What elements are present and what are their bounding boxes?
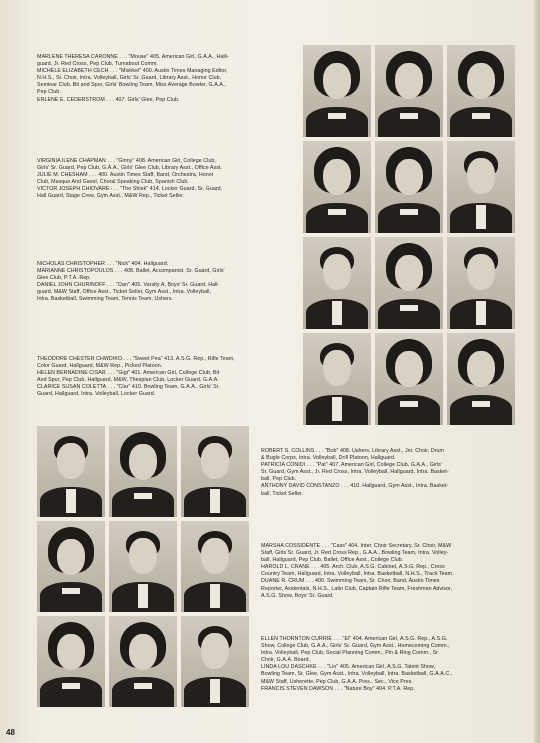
caption-line: And Spur, Pep Club, Hallguard, M&W, Thespian Club, Locker Guard, G.A.A. <box>37 377 219 384</box>
portrait-collar <box>400 209 418 215</box>
caption-line: FRANCIS STEVEN DAWSON . . . "Nature Boy" 404. P.T.A. Rep. <box>261 685 415 692</box>
portrait-churinoff <box>447 237 515 329</box>
portrait-chwdiko <box>303 333 371 425</box>
caption-line: PATRICIA CONIDI . . . "Pat" 407. American Girl, College Club, G.A.A., Girls' <box>261 462 442 469</box>
portrait-face <box>395 255 423 291</box>
portrait-collar <box>400 401 418 407</box>
caption-line: MARLENE THERESA CARONNE . . . "Mouse" 405. American Girl, G.A.A., Halli- <box>37 54 229 60</box>
block-cossidente <box>261 543 527 600</box>
portrait-face <box>323 254 351 290</box>
caption-line: Intra. Basketball, Swimming Team, Tennis Team, Ushers. <box>37 296 174 303</box>
portrait-collar <box>476 301 486 325</box>
portrait-shoulders <box>306 107 368 137</box>
portrait-crane <box>109 521 177 612</box>
portrait-face <box>323 63 351 99</box>
portrait-collar <box>400 305 418 311</box>
portrait-shoulders <box>112 677 174 707</box>
caption-line: MARIANNE CHRISTOPOULOS . . . 408. Ballet, Accompanist, Sr. Guard, Girls' <box>37 268 225 275</box>
caption-line: HELEN BERNADINE CISAR . . . "Gigi" 401. American Girl, College Club, Bit <box>37 370 220 377</box>
portrait-face <box>201 443 229 479</box>
portrait-collar <box>62 683 80 689</box>
portrait-conidi <box>109 426 177 517</box>
portrait-daschke <box>109 616 177 707</box>
portrait-dawson <box>181 616 249 707</box>
portrait-shoulders <box>112 487 174 517</box>
caption-line: DUANE R. CRUM . . . 400. Swimming Team, Sr. Choir, Band, Austin Times <box>261 578 440 585</box>
portrait-christopher <box>303 237 371 329</box>
portrait-face <box>467 63 495 99</box>
caption-line: Choir, G.A.A. Board. <box>261 657 310 664</box>
block-chwdiko <box>37 356 299 399</box>
portrait-face <box>57 539 85 575</box>
caption-line: Sr. Guard, Gym Asst., Jr. Red Cross, Intra. Volleyball, Hallguard, Intra. Basket- <box>261 469 449 476</box>
portrait-grid-bottom <box>37 426 249 707</box>
portrait-face <box>467 351 495 387</box>
portrait-collar <box>62 588 80 594</box>
portrait-face <box>395 159 423 195</box>
portrait-cossidente <box>37 521 105 612</box>
block-christopher <box>37 261 299 304</box>
portrait-collar <box>66 489 76 513</box>
caption-line: HAROLD L. CRANE . . . 405. Arch. Club, A.S.G. Cabinet, A.S.G. Rep., Cross <box>261 564 445 571</box>
caption-line: CLARICE SUSAN COLETTA . . . "Clar" 410. Bowling Team, G.A.A., Girls' Sr. <box>37 384 220 391</box>
portrait-face <box>57 634 85 670</box>
portrait-shoulders <box>450 107 512 137</box>
portrait-collar <box>472 401 490 407</box>
portrait-face <box>395 63 423 99</box>
caption-line: N.H.S., Sr. Choir, Intra. Volleyball, Girls' Sr. Guard, Library Asst., Honor Club, <box>37 75 222 82</box>
caption-line: Guard, Hallguard, Intra. Volleyball, Locker Guard. <box>37 391 156 398</box>
portrait-shoulders <box>40 582 102 612</box>
portrait-cisar <box>375 333 443 425</box>
block-caronne <box>37 54 299 104</box>
portrait-face <box>467 158 495 194</box>
portrait-face <box>129 538 157 574</box>
caption-line: Color Guard, Hallguard, M&W Rep., Picked Platoon. <box>37 363 163 370</box>
portrait-collar <box>472 113 490 119</box>
portrait-currie <box>37 616 105 707</box>
caption-line: LINDA LOU DASCHKE . . . "Lin" 405. American Girl, A.S.G. Talent Show, <box>261 664 436 671</box>
portrait-collar <box>332 301 342 325</box>
portrait-chiovare <box>447 141 515 233</box>
caption-line: Show, College Club, G.A.A., Girls' Sr. Guard, Gym Asst., Homecoming Comm., <box>261 643 450 650</box>
portrait-shoulders <box>40 677 102 707</box>
portrait-collar <box>210 584 220 608</box>
caption-line: ball, Pep Club. <box>261 476 297 483</box>
caption-line: THEODORE CHESTER CHWDIKO . . . "Sweet Pea" 413. A.S.G. Rep., Rifle Team, <box>37 356 235 362</box>
portrait-collar <box>134 493 152 499</box>
portrait-chesham <box>375 141 443 233</box>
caption-line: Club, Masque And Gavel, Choral Speaking Club, Spanish Club. <box>37 179 189 186</box>
caption-line: ELLEN THORNTON CURRIE . . . "El" 404. American Girl, A.S.G. Rep., A.S.G. <box>261 636 448 642</box>
portrait-collar <box>138 584 148 608</box>
caption-line: ball, Ticket Seller. <box>261 490 304 497</box>
caption-line: A.S.G. Show, Boys' Sr. Guard. <box>261 592 334 599</box>
caption-line: Intra. Volleyball, Pep Club, Social Planning Comm., Pin & Ring Comm., Sr. <box>261 650 440 657</box>
portrait-cederstrom <box>447 45 515 137</box>
caption-line: ANTHONY DAVID CONSTANZO . . . 410. Hallguard, Gym Asst., Intra. Basket- <box>261 483 449 490</box>
caption-line: Glee Club, P.T.A. Rep. <box>37 275 91 282</box>
portrait-coletta <box>447 333 515 425</box>
caption-line: ERLENE E. CEDERSTROM . . . 407. Girls' Glee, Pep Club. <box>37 96 180 103</box>
caption-line: VIRGINIA ILENE CHAPMAN . . . "Ginny" 408. American Girl, College Club, <box>37 158 216 164</box>
portrait-collar <box>328 209 346 215</box>
portrait-face <box>467 254 495 290</box>
portrait-face <box>395 351 423 387</box>
caption-line: Reporter, Axidentals, N.H.S., Latin Club, Captain Rifle Team, Freshman Advisor, <box>261 585 453 592</box>
portrait-christopoulos <box>375 237 443 329</box>
portrait-shoulders <box>378 203 440 233</box>
caption-line: & Bugle Corps, Intra. Volleyball, Drill Platoon, Hallguard. <box>261 455 396 462</box>
caption-line: Staff, Girls Sr. Guard, Jr. Red Cross Rep., G.A.A., Bowling Team, Intra. Volley- <box>261 550 449 557</box>
portrait-shoulders <box>378 299 440 329</box>
portrait-shoulders <box>378 107 440 137</box>
portrait-face <box>129 634 157 670</box>
caption-line: VICTOR JOSEPH CHIOVARE . . . "The Shiek" 414. Locker Guard, Sr. Guard, <box>37 186 223 193</box>
portrait-collins <box>37 426 105 517</box>
portrait-caronne <box>303 45 371 137</box>
caption-line: ball, Hallguard, Pep Club, Ballet, Office Asst., College Club. <box>261 557 404 564</box>
page-number: 48 <box>6 728 15 737</box>
caption-line: Country Team, Hallguard, Intra. Volleyball, Intra. Basketball, N.H.S., Track Team. <box>261 571 454 578</box>
portrait-collar <box>332 397 342 421</box>
portrait-collar <box>476 205 486 229</box>
portrait-face <box>57 443 85 479</box>
caption-line: MICHELE ELIZABETH CECH . . . "Mishkel" 400. Austin Times Managing Editor, <box>37 68 228 75</box>
portrait-collar <box>328 113 346 119</box>
portrait-collar <box>400 113 418 119</box>
caption-line: guard, M&W Staff, Office Asst., Ticket Seller, Gym Asst., Intra. Volleyball, <box>37 289 212 296</box>
portrait-grid-top <box>303 45 515 425</box>
block-collins <box>261 448 527 498</box>
portrait-collar <box>210 679 220 703</box>
portrait-chapman <box>303 141 371 233</box>
caption-line: Hall Guard, Stage Crew, Gym Asst., M&W Rep., Ticket Seller. <box>37 193 185 200</box>
block-currie <box>261 636 527 693</box>
portrait-shoulders <box>306 203 368 233</box>
portrait-cech <box>375 45 443 137</box>
caption-line: NICHOLAS CHRISTOPHER . . . "Nick" 404. Hallguard. <box>37 261 169 267</box>
block-chapman <box>37 158 299 201</box>
caption-line: guard, Jr. Red Cross, Pep Club, Turnabout Comm. <box>37 61 158 68</box>
portrait-shoulders <box>378 395 440 425</box>
caption-line: M&W Staff, Usherette, Pep Club, G.A.A. Pres., Sec., Vice Pres. <box>261 678 413 685</box>
portrait-collar <box>134 683 152 689</box>
caption-line: MARSHA COSSIDENTE . . . "Cass" 404. Inter. Choir Secretary, Sr. Choir, M&W <box>261 543 452 549</box>
portrait-face <box>201 538 229 574</box>
caption-line: Seminar Club, Bit and Spur, Girls' Bowling Team, Miss Average Bowler, G.A.A., <box>37 82 226 89</box>
page-binding-edge <box>534 0 540 743</box>
portrait-face <box>323 159 351 195</box>
portrait-constanzo <box>181 426 249 517</box>
caption-line: ROBERT S. COLLINS . . . "Bob" 408. Ushers, Library Asst., Jnr. Choir, Drum <box>261 448 445 454</box>
caption-line: DANIEL JOHN CHURINOFF . . . "Dan" 405. Varsity A, Boys' Sr. Guard, Hall- <box>37 282 220 289</box>
portrait-face <box>129 444 157 480</box>
caption-line: Girls' Sr. Guard, Pep Club, G.A.A., Girls' Glee Club, Library Asst., Office Asst. <box>37 165 222 172</box>
portrait-crum <box>181 521 249 612</box>
caption-line: JULIE M. CHESHAM . . . 400. Austin Times Staff, Band, Orchestra, Honor <box>37 172 214 179</box>
caption-line: Pep Club. <box>37 89 61 96</box>
portrait-collar <box>210 489 220 513</box>
portrait-shoulders <box>450 395 512 425</box>
caption-line: Bowling Team, Sr. Glee, Gym Asst., Intra. Volleyball, Intra. Basketball, G.A.A.C., <box>261 671 453 678</box>
portrait-face <box>201 633 229 669</box>
portrait-face <box>323 350 351 386</box>
